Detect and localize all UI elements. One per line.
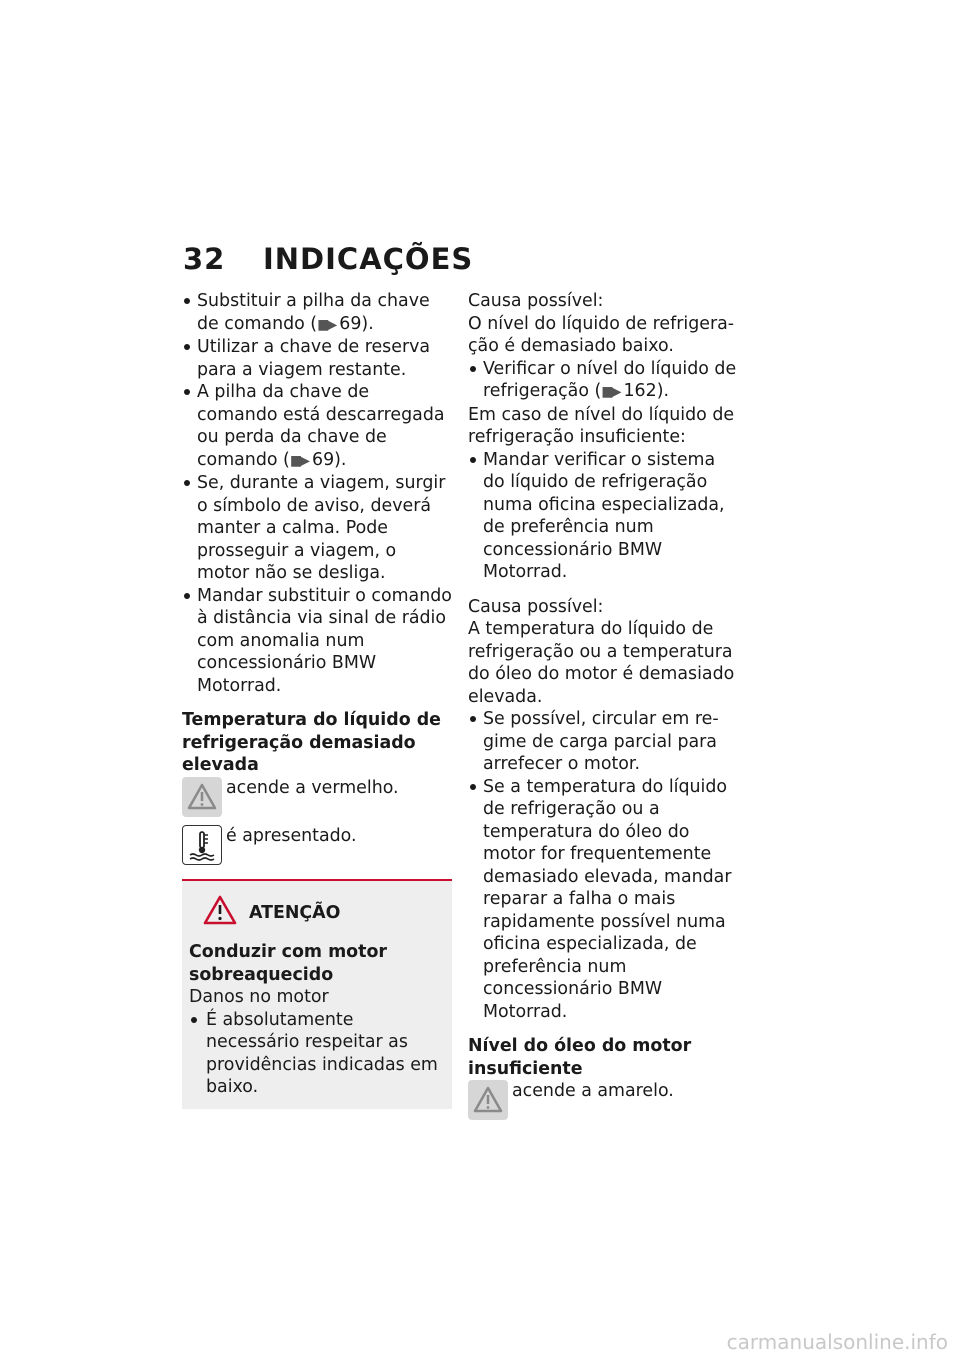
warning-triangle-icon <box>203 895 237 932</box>
list-item: Mandar substituir o comando à distância via sinal de rádio com anomalia num concessionário BMW Motorrad. <box>182 585 452 698</box>
attention-header <box>203 895 445 932</box>
reference-arrow-icon: ▮▮▶ <box>317 316 335 333</box>
coolant-temperature-icon <box>182 825 222 865</box>
page-number: 32 <box>183 242 226 276</box>
attention-label: ATENÇÃO <box>249 902 341 923</box>
attention-subtitle: Danos no motor <box>189 987 329 1007</box>
warning-triangle-icon <box>182 777 222 817</box>
right-column <box>468 290 738 1120</box>
list-item: Verificar o nível do líquido de refrigeração (▮▮▶ 162). <box>468 358 738 404</box>
left-column <box>182 290 452 1109</box>
list-item: É absolutamente necessário respeitar as providências indicadas em baixo. <box>189 1009 445 1099</box>
cause-text: A temperatura do líquido de refrigeração ou a temperatura do óleo do motor é demasiado elevada. <box>468 619 735 707</box>
section-heading: Nível do óleo do motor insuficiente <box>468 1036 692 1079</box>
reference-arrow-icon: ▮▮▶ <box>601 384 619 400</box>
list-item: Mandar verificar o sistema do líquido de refrigeração numa oficina especializada, de preferência num concessionário BMW Motorrad. <box>468 449 738 584</box>
list-item: Substituir a pilha da chave de comando (▮▮▶ 69). <box>182 290 452 336</box>
indicator-text: acende a vermelho. <box>226 777 399 798</box>
list-item: Se a temperatura do líquido de refrigeração ou a temperatura do óleo do motor for frequentemente demasiado elevada, mandar reparar a falha o mais rapidamente possível numa oficina especializada, de preferência num concessionário BMW Motorrad. <box>468 776 738 1024</box>
page-title: INDICAÇÕES <box>263 242 474 276</box>
case-text: Em caso de nível do líquido de refrigeração insuficiente: <box>468 404 735 447</box>
attention-box <box>182 879 452 1109</box>
cause-label: Causa possível: <box>468 596 604 617</box>
list-item: Utilizar a chave de reserva para a viagem restante. <box>182 336 452 381</box>
reference-arrow-icon: ▮▮▶ <box>289 452 307 469</box>
page-reference[interactable]: 162 <box>623 381 657 401</box>
page-header <box>183 242 473 276</box>
list-item: Se, durante a viagem, surgir o símbolo de aviso, deverá manter a calma. Pode prosseguir a viagem, o motor não se desliga. <box>182 472 452 585</box>
warning-triangle-icon <box>468 1080 508 1120</box>
cause-label: Causa possível: <box>468 291 604 311</box>
indicator-row <box>468 1080 738 1120</box>
indicator-text: acende a amarelo. <box>512 1081 674 1101</box>
list-item: Se possível, circular em regime de carga parcial para arrefecer o motor. <box>468 708 738 776</box>
cause-text: O nível do líquido de refrigeração é demasiado baixo. <box>468 313 735 356</box>
indicator-text: é apresentado. <box>226 825 357 846</box>
page-reference[interactable]: 69 <box>339 313 362 334</box>
watermark: carmanualsonline.info <box>726 1330 948 1354</box>
indicator-row <box>182 777 452 817</box>
section-heading: Temperatura do líquido de refrigeração demasiado elevada <box>182 710 441 775</box>
list-item: A pilha da chave de comando está descarregada ou perda da chave de comando (▮▮▶ 69). <box>182 381 452 472</box>
indicator-row <box>182 825 452 865</box>
attention-title: Conduzir com motor sobreaquecido <box>189 942 387 985</box>
page-reference[interactable]: 69 <box>312 449 335 470</box>
